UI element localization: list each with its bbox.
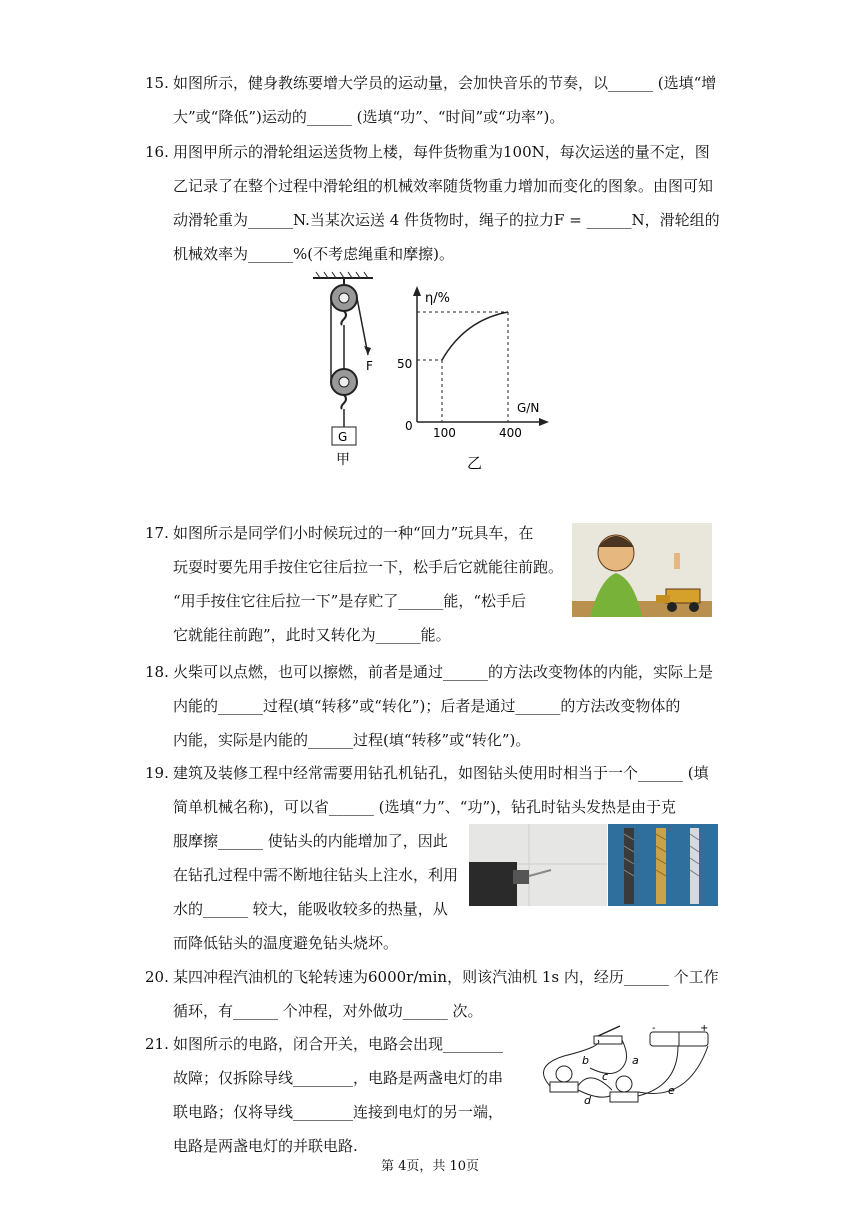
question-line: 用图甲所示的滑轮组运送货物上楼，每件货物重为100N，每次运送的量不定，图 [173, 143, 710, 161]
wire-label-c: c [602, 1070, 609, 1083]
battery-minus: - [652, 1023, 656, 1034]
question-line: 玩耍时要先用手按住它往后拉一下，松手后它就能往前跑。 [173, 558, 564, 576]
question-line: 故障；仅拆除导线________，电路是两盏电灯的串 [173, 1069, 504, 1087]
question-line: 水的______ 较大，能吸收较多的热量，从 [173, 900, 448, 918]
question-line: 如图所示，健身教练要增大学员的运动量，会加快音乐的节奏，以______ (选填“增 [173, 74, 717, 92]
efficiency-graph [395, 282, 555, 472]
question-number: 16. [145, 143, 169, 161]
question-line: 机械效率为______%(不考虑绳重和摩擦)。 [173, 245, 454, 263]
question-number: 21. [145, 1035, 169, 1053]
question-number: 17. [145, 524, 169, 542]
lamp-icon [616, 1076, 632, 1092]
weight-label: G [338, 430, 348, 444]
question-line: 联电路；仅将导线________连接到电灯的另一端， [173, 1103, 504, 1121]
question-line: 内能的______过程(填“转移”或“转化”)；后者是通过______的方法改变物体的 [173, 697, 681, 715]
question-line: 在钻孔过程中需不断地往钻头上注水，利用 [173, 866, 459, 884]
question-line: 它就能往前跑”，此时又转化为______能。 [173, 626, 451, 644]
x-tick-label: 100 [433, 426, 456, 440]
question-line: 动滑轮重为______N.当某次运送 4 件货物时，绳子的拉力F = ______N，滑轮组的 [173, 211, 720, 229]
question-line: “用手按住它往后拉一下”是存贮了______能，“松手后 [173, 592, 527, 610]
wire-label-d: d [584, 1094, 591, 1107]
question-line: 乙记录了在整个过程中滑轮组的机械效率随货物重力增加而变化的图象。由图可知 [173, 177, 714, 195]
origin-label: 0 [405, 419, 413, 433]
drill-bits-photo [608, 824, 718, 906]
x-tick-label: 400 [499, 426, 522, 440]
figure-caption: 甲 [336, 452, 350, 468]
question-line: 某四冲程汽油机的飞轮转速为6000r/min，则该汽油机 1s 内，经历______ 个工作 [173, 968, 719, 986]
wire-label-b: b [582, 1054, 589, 1067]
question-line: 如图所示是同学们小时候玩过的一种“回力”玩具车，在 [173, 524, 534, 542]
page-footer: 第 4页，共 10页 [380, 1159, 480, 1174]
question-line: 电路是两盏电灯的并联电路. [173, 1137, 358, 1155]
question-line: 建筑及装修工程中经常需要用钻孔机钻孔，如图钻头使用时相当于一个______ (填 [173, 764, 709, 782]
drill-photo [469, 824, 607, 906]
question-line: 服摩擦______ 使钻头的内能增加了，因此 [173, 832, 448, 850]
force-label: F [366, 359, 373, 373]
y-axis-label: η/% [425, 291, 450, 306]
question-line: 而降低钻头的温度避免钻头烧坏。 [173, 934, 399, 952]
question-number: 18. [145, 663, 169, 681]
toy-car-photo [572, 523, 712, 617]
battery-plus: + [700, 1023, 709, 1034]
lamp-icon [556, 1066, 572, 1082]
question-number: 20. [145, 968, 169, 986]
circuit-diagram [528, 1022, 718, 1114]
pulley-system-figure [308, 270, 388, 470]
question-number: 19. [145, 764, 169, 782]
question-number: 15. [145, 74, 169, 92]
x-axis-label: G/N [517, 401, 540, 415]
question-line: 循环，有______ 个冲程，对外做功______ 次。 [173, 1002, 483, 1020]
wire-label-e: e [668, 1084, 675, 1097]
efficiency-curve [442, 312, 508, 360]
question-line: 内能，实际是内能的______过程(填“转移”或“转化”)。 [173, 731, 531, 749]
question-line: 大”或“降低”)运动的______ (选填“功”、“时间”或“功率”)。 [173, 108, 565, 126]
wire-label-a: a [632, 1054, 639, 1067]
question-line: 如图所示的电路，闭合开关，电路会出现________ [173, 1035, 504, 1053]
question-line: 火柴可以点燃，也可以擦燃，前者是通过______的方法改变物体的内能，实际上是 [173, 663, 714, 681]
y-tick-label: 50 [397, 357, 413, 371]
figure-caption: 乙 [467, 454, 483, 472]
question-line: 简单机械名称)，可以省______ (选填“力”、“功”)，钻孔时钻头发热是由于克 [173, 798, 677, 816]
